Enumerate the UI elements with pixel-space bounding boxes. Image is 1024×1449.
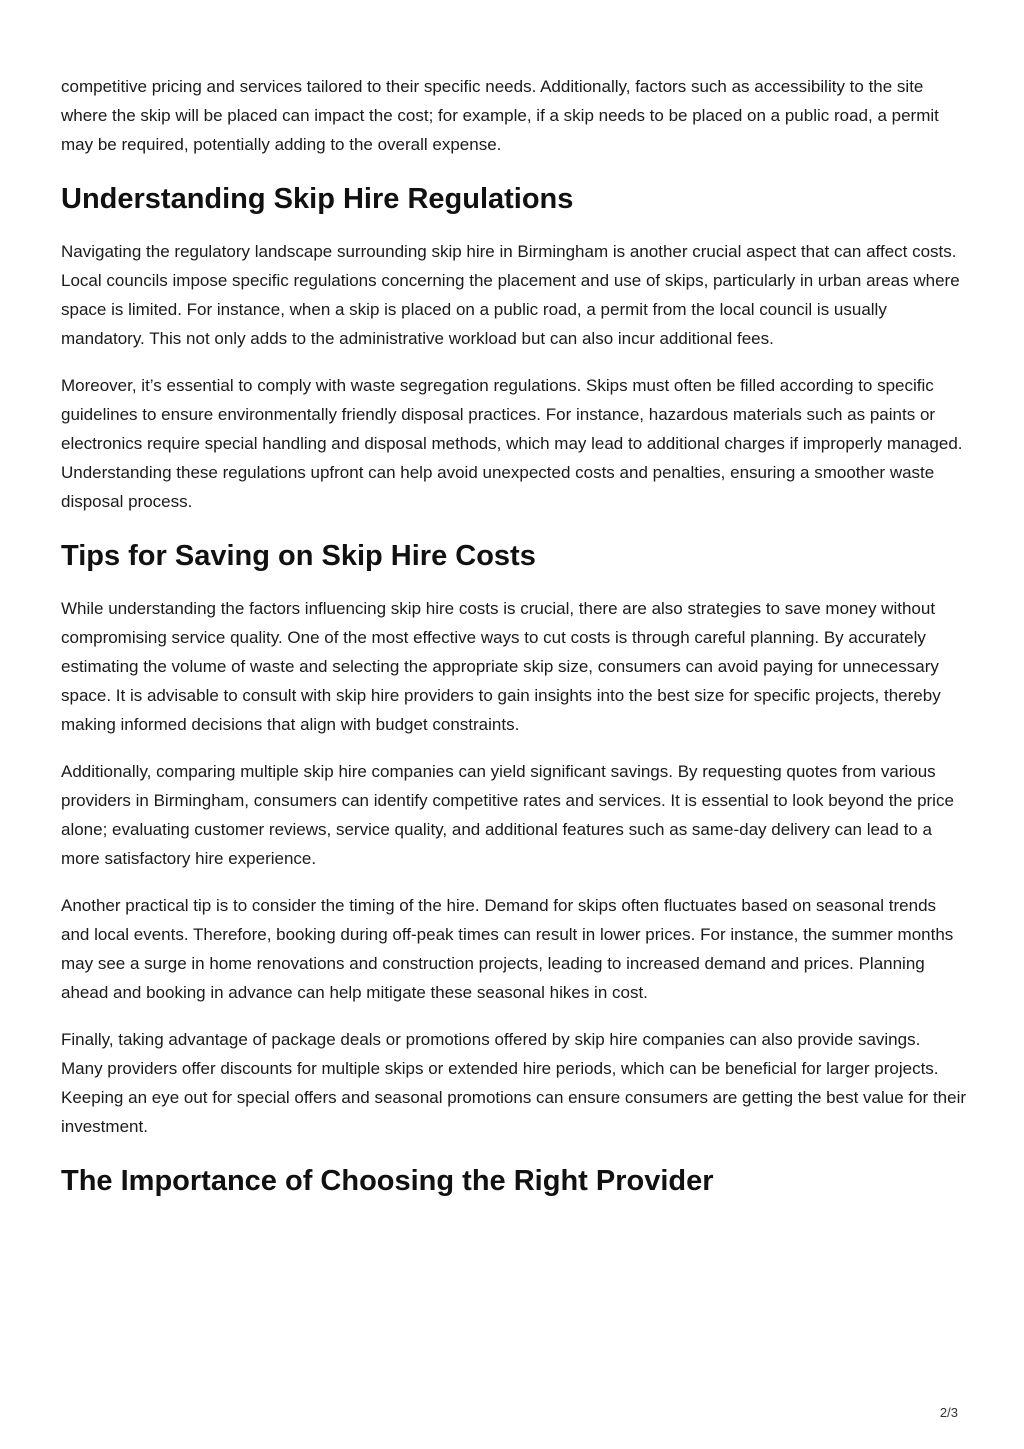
document-page — [61, 72, 966, 1199]
tips-paragraph-3: Another practical tip is to consider the timing of the hire. Demand for skips often fluctuates based on seasonal trends and local events. Therefore, booking during off-peak times can result in lower prices. For instance, the summer months may see a surge in home renovations and construction projects, leading to increased demand and prices. Planning ahead and booking in advance can help mitigate these seasonal hikes in cost. — [61, 896, 954, 1002]
tips-heading: Tips for Saving on Skip Hire Costs — [61, 540, 536, 572]
regulations-heading: Understanding Skip Hire Regulations — [61, 183, 574, 215]
provider-heading: The Importance of Choosing the Right Provider — [61, 1165, 714, 1197]
tips-paragraph-4: Finally, taking advantage of package deals or promotions offered by skip hire companies can also provide savings. Many providers offer discounts for multiple skips or extended hire periods, which can be beneficial for larger projects. Keeping an eye out for special offers and seasonal promotions can ensure consumers are getting the best value for their investment. — [61, 1030, 967, 1136]
regulations-paragraph-1: Navigating the regulatory landscape surrounding skip hire in Birmingham is another crucial aspect that can affect costs. Local councils impose specific regulations concerning the placement and use of skips, particularly in urban areas where space is limited. For instance, when a skip is placed on a public road, a permit from the local council is usually mandatory. This not only adds to the administrative workload but can also incur additional fees. — [61, 242, 960, 348]
tips-paragraph-2: Additionally, comparing multiple skip hire companies can yield significant savings. By requesting quotes from various providers in Birmingham, consumers can identify competitive rates and services. It is essential to look beyond the price alone; evaluating customer reviews, service quality, and additional features such as same-day delivery can lead to a more satisfactory hire experience. — [61, 762, 954, 868]
tips-paragraph-1: While understanding the factors influencing skip hire costs is crucial, there are also strategies to save money without compromising service quality. One of the most effective ways to cut costs is through careful planning. By accurately estimating the volume of waste and selecting the appropriate skip size, consumers can avoid paying for unnecessary space. It is advisable to consult with skip hire providers to gain insights into the best size for specific projects, thereby making informed decisions that align with budget constraints. — [61, 599, 941, 734]
page-number: 2/3 — [939, 1405, 958, 1420]
regulations-paragraph-2: Moreover, it’s essential to comply with waste segregation regulations. Skips must often be filled according to specific guidelines to ensure environmentally friendly disposal practices. For instance, hazardous materials such as paints or electronics require special handling and disposal methods, which may lead to additional charges if improperly managed. Understanding these regulations upfront can help avoid unexpected costs and penalties, ensuring a smoother waste disposal process. — [61, 376, 963, 511]
intro-paragraph: competitive pricing and services tailored to their specific needs. Additionally, factors such as accessibility to the site where the skip will be placed can impact the cost; for example, if a skip needs to be placed on a public road, a permit may be required, potentially adding to the overall expense. — [61, 77, 939, 154]
